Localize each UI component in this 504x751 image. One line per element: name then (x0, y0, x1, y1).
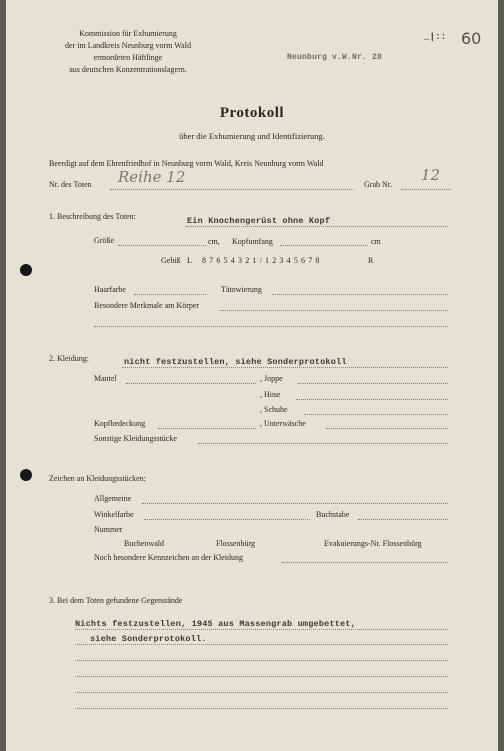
nummer-label: Nummer (94, 525, 123, 534)
section2-dotted-line (122, 367, 448, 368)
section1-label: 1. Beschreibung des Toten: (49, 212, 136, 221)
kopfbedeckung-dotted-line (158, 428, 256, 429)
document-title: Protokoll (219, 105, 285, 121)
corner-mark: _|:: (424, 32, 447, 42)
groesse-dotted-line (118, 245, 206, 246)
schuhe-label: , Schuhe (260, 405, 288, 414)
section2-typed-value: nicht festzustellen, siehe Sonderprotokoll (124, 357, 347, 367)
merkmale-dotted-line (220, 310, 448, 311)
section3-dotted-line-3 (75, 660, 448, 661)
burial-line: Beerdigt auf dem Ehrenfriedhof in Neunburg vorm Wald, Kreis Neunburg vorm Wald (49, 159, 324, 168)
gebiss-numbers: 8 7 6 5 4 3 2 1 / 1 2 3 4 5 6 7 8 (202, 256, 321, 265)
gebiss-label: Gebiß (161, 256, 181, 265)
document-page (6, 0, 498, 751)
section1-dotted-line (186, 226, 448, 227)
haarfarbe-dotted-line (134, 294, 206, 295)
registry-stamp: Neunburg v.W.Nr. 28 (287, 53, 383, 62)
taetowierung-label: Tätowierung (221, 285, 262, 294)
evakuierung-label: Evakuierungs-Nr. Flossenbürg (324, 539, 422, 548)
buchenwald-label: Buchenwald (124, 539, 164, 548)
commission-line-2: der im Landkreis Neunburg vorm Wald (65, 41, 191, 50)
winkelfarbe-label: Winkelfarbe (94, 510, 134, 519)
gebiss-left: L (187, 256, 192, 265)
gebiss-right: R (368, 256, 374, 265)
allgemeine-dotted-line (142, 503, 448, 504)
commission-line-4: aus deutschen Konzentrationslagern. (69, 65, 187, 74)
section3-label: 3. Bei dem Toten gefundene Gegenstände (49, 596, 183, 605)
nr-handwritten-value: Reihe 12 (118, 168, 186, 186)
nr-label: Nr. des Toten (49, 180, 92, 189)
mantel-dotted-line (126, 383, 256, 384)
section3-dotted-line-2 (75, 644, 448, 645)
section1-typed-value: Ein Knochengerüst ohne Kopf (187, 216, 331, 226)
unterwaesche-label: , Unterwäsche (260, 419, 306, 428)
buchstabe-dotted-line (358, 519, 448, 520)
section3-dotted-line-6 (75, 708, 448, 709)
hose-label: , Hose (260, 390, 281, 399)
document-subtitle: über die Exhumierung und Identifizierung. (179, 131, 325, 141)
cm-unit-1: cm, (208, 237, 220, 246)
section3-dotted-line-4 (75, 676, 448, 677)
cm-unit-2: cm (371, 237, 381, 246)
sonstige-label: Sonstige Kleidungsstücke (94, 434, 177, 443)
sonstige-dotted-line (198, 443, 448, 444)
joppe-label: , Joppe (260, 374, 283, 383)
section3-typed-line-2: siehe Sonderprotokoll. (90, 634, 207, 644)
schuhe-dotted-line (304, 414, 448, 415)
nr-dotted-line (110, 189, 354, 190)
kopfumfang-label: Kopfumfang (232, 237, 273, 246)
grab-label: Grab Nr. (364, 180, 392, 189)
page-number: 60 (461, 29, 482, 48)
hose-dotted-line (296, 399, 448, 400)
section3-dotted-line-1 (75, 629, 448, 630)
zeichen-label: Zeichen an Kleidungsstücken: (49, 474, 146, 483)
groesse-label: Größe (94, 236, 114, 245)
joppe-dotted-line (298, 383, 448, 384)
haarfarbe-label: Haarfarbe (94, 285, 126, 294)
flossenbuerg-label: Flossenbürg (216, 539, 255, 548)
punch-hole-bottom (20, 469, 32, 481)
section3-dotted-line-5 (75, 692, 448, 693)
punch-hole-top (20, 264, 32, 276)
grab-handwritten-value: 12 (421, 166, 441, 184)
commission-line-1: Kommission für Exhumierung (79, 29, 177, 38)
section2-label: 2. Kleidung: (49, 354, 89, 363)
allgemeine-label: Allgemeine (94, 494, 132, 503)
kennzeichen-label: Noch besondere Kennzeichen an der Kleidung (94, 553, 244, 562)
buchstabe-label: Buchstabe (316, 510, 350, 519)
winkelfarbe-dotted-line (144, 519, 310, 520)
commission-line-3: ermordeten Häftlinge (93, 53, 163, 62)
grab-dotted-line (401, 189, 451, 190)
merkmale-dotted-line-2 (94, 326, 448, 327)
kopfbedeckung-label: Kopfbedeckung (94, 419, 146, 428)
kennzeichen-dotted-line (282, 562, 448, 563)
unterwaesche-dotted-line (326, 428, 448, 429)
section3-typed-line-1: Nichts festzustellen, 1945 aus Massengrab umgebettet, (75, 619, 356, 629)
merkmale-label: Besondere Merkmale am Körper (94, 301, 200, 310)
kopfumfang-dotted-line (280, 245, 368, 246)
taetowierung-dotted-line (272, 294, 448, 295)
mantel-label: Mantel (94, 374, 117, 383)
